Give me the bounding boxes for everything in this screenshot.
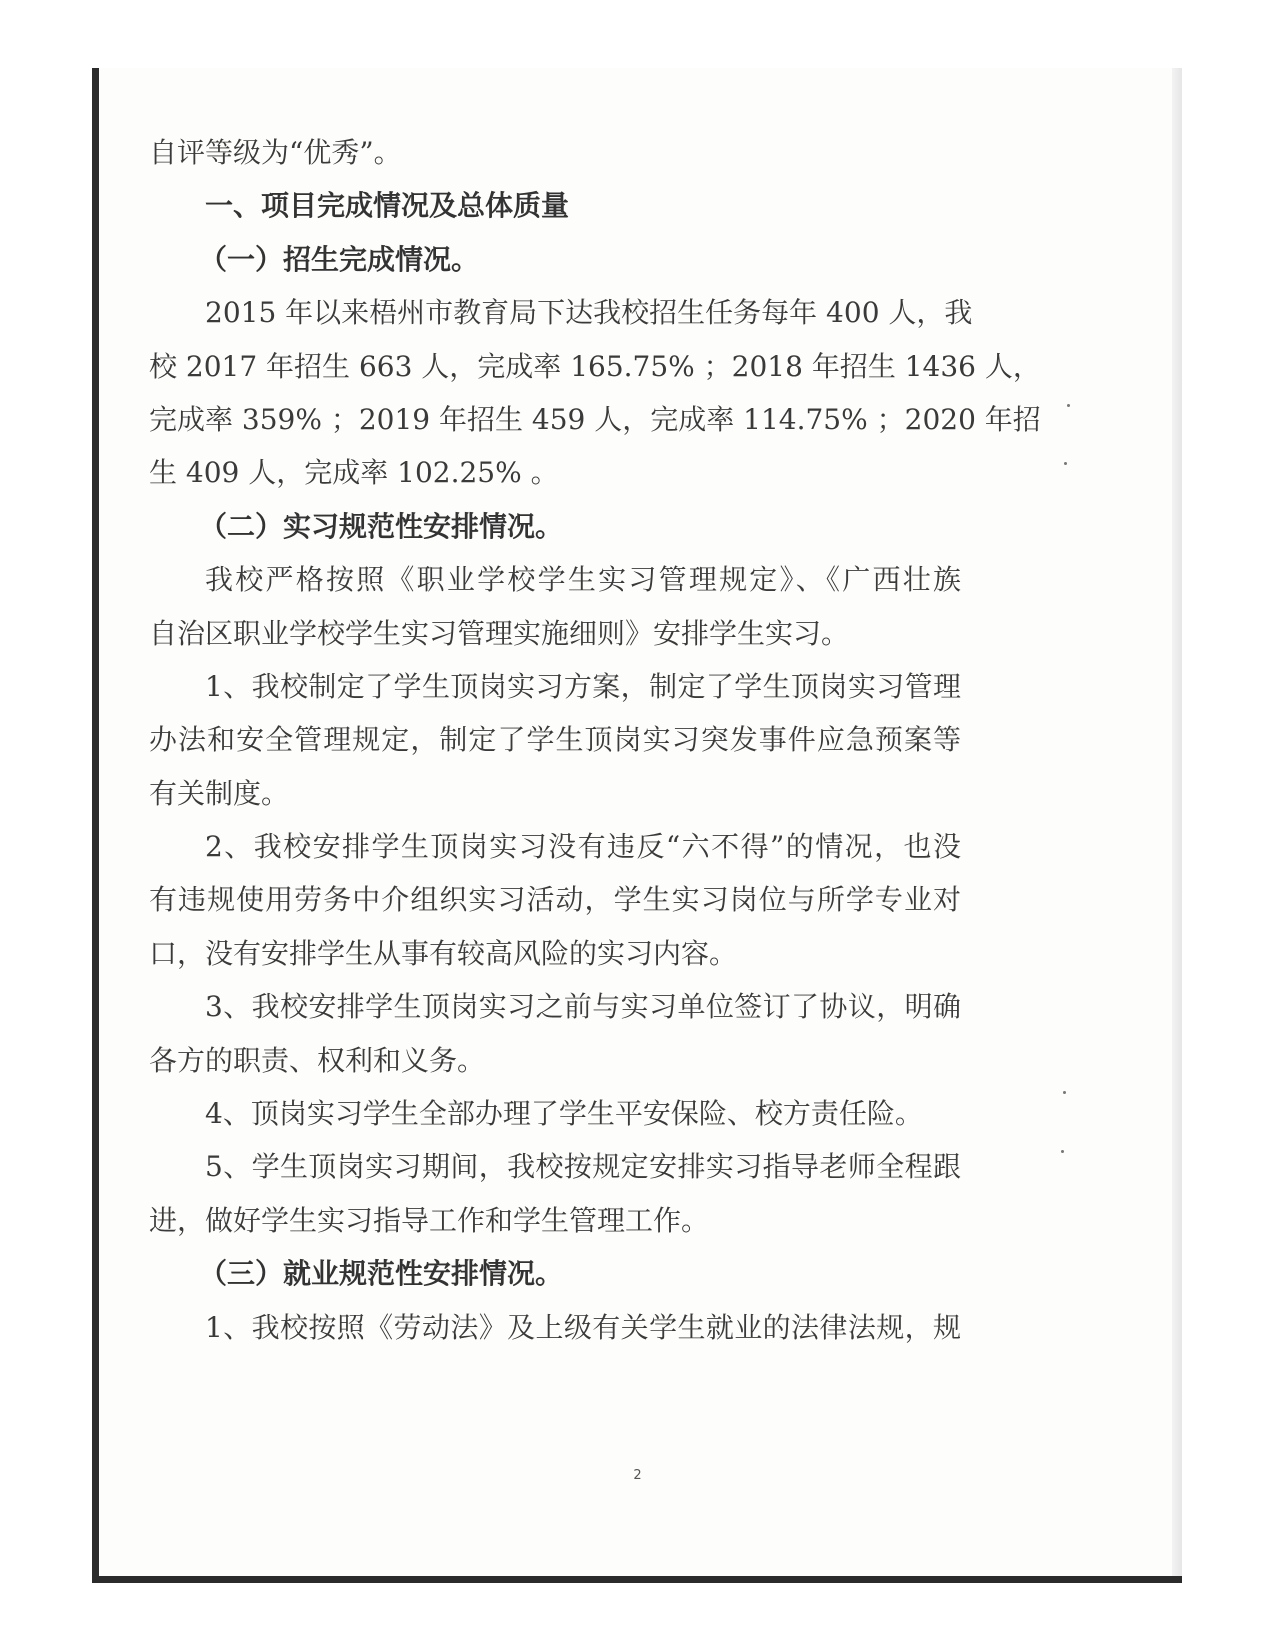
- paragraph-line: 5、学生顶岗实习期间，我校按规定安排实习指导老师全程跟: [205, 1150, 961, 1184]
- paragraph-line: 我校严格按照《职业学校学生实习管理规定》、《广西壮族: [205, 563, 961, 597]
- scan-speck: [1064, 462, 1067, 465]
- paragraph-line: 有违规使用劳务中介组织实习活动，学生实习岗位与所学专业对: [149, 883, 961, 917]
- scan-speck: [1067, 404, 1070, 407]
- scan-border-right: [1172, 68, 1182, 1583]
- paragraph-line: 2、我校安排学生顶岗实习没有违反“六不得”的情况，也没: [205, 830, 961, 864]
- paragraph-line: 4、顶岗实习学生全部办理了学生平安保险、校方责任险。: [205, 1097, 923, 1131]
- paragraph-line: 办法和安全管理规定，制定了学生顶岗实习突发事件应急预案等: [149, 723, 961, 757]
- section-heading: 一、项目完成情况及总体质量: [205, 189, 570, 223]
- subsection-heading: （一）招生完成情况。: [199, 242, 480, 276]
- paragraph-line: 有关制度。: [149, 776, 290, 810]
- paragraph-line: 自治区职业学校学生实习管理实施细则》安排学生实习。: [149, 616, 850, 650]
- paragraph-line: 生 409 人，完成率 102.25% 。: [149, 456, 559, 490]
- scan-speck: [1063, 1091, 1066, 1094]
- document-body: [149, 126, 1041, 1354]
- paragraph-line: 1、我校按照《劳动法》及上级有关学生就业的法律法规，规: [205, 1310, 961, 1344]
- paragraph-line: 进，做好学生实习指导工作和学生管理工作。: [149, 1203, 710, 1237]
- scan-border-left: [92, 68, 99, 1583]
- paragraph-line: 1、我校制定了学生顶岗实习方案，制定了学生顶岗实习管理: [205, 669, 961, 703]
- paragraph-line: 口，没有安排学生从事有较高风险的实习内容。: [149, 936, 738, 970]
- paragraph-line: 各方的职责、权利和义务。: [149, 1043, 486, 1077]
- page-number: 2: [633, 1468, 642, 1483]
- paragraph-line: 3、我校安排学生顶岗实习之前与实习单位签订了协议，明确: [205, 990, 961, 1024]
- paragraph-line: 校 2017 年招生 663 人，完成率 165.75% ；2018 年招生 1436 人，: [149, 349, 1041, 383]
- paragraph-line: 2015 年以来梧州市教育局下达我校招生任务每年 400 人，我: [205, 296, 973, 330]
- scan-speck: [1061, 1150, 1064, 1153]
- scan-border-bottom: [92, 1576, 1182, 1583]
- subsection-heading: （二）实习规范性安排情况。: [199, 509, 564, 543]
- subsection-heading: （三）就业规范性安排情况。: [199, 1257, 564, 1291]
- paragraph-line: 完成率 359% ；2019 年招生 459 人，完成率 114.75% ；2020 年招: [149, 402, 1041, 436]
- paragraph-line: 自评等级为“优秀”。: [149, 136, 402, 169]
